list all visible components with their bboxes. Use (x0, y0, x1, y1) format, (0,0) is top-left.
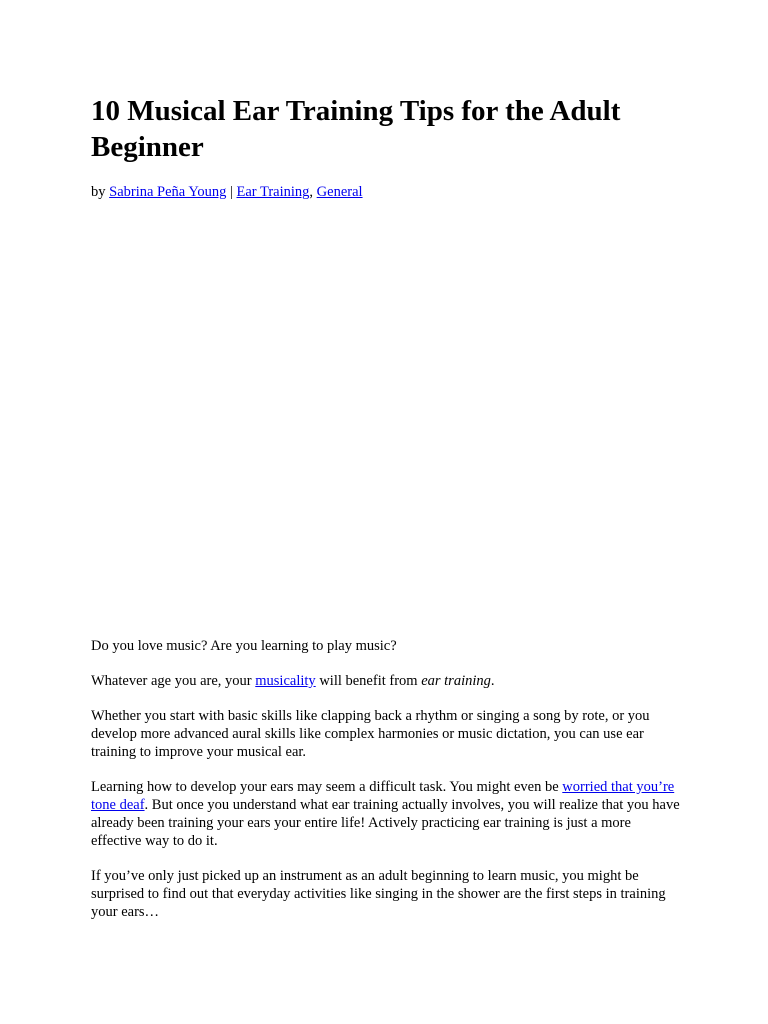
byline (91, 183, 363, 201)
category-link-general[interactable]: General (316, 184, 363, 200)
article-body (91, 637, 681, 938)
paragraph-2-text-b: will benefit from (315, 673, 422, 689)
paragraph-4 (91, 778, 681, 850)
category-separator: , (309, 184, 317, 200)
article-title: 10 Musical Ear Training Tips for the Adult Beginner (91, 95, 621, 163)
paragraph-2 (91, 672, 681, 690)
paragraph-2-text-c: . (490, 673, 495, 689)
category-link-ear-training[interactable]: Ear Training (236, 184, 310, 200)
paragraph-1: Do you love music? Are you learning to play music? (91, 638, 397, 654)
paragraph-5: If you’ve only just picked up an instrument as an adult beginning to learn music, you might be surprised to find out that everyday activities like singing in the shower are the first steps in training your ears… (91, 868, 666, 920)
paragraph-4-text-b: . But once you understand what ear training actually involves, you will realize that you have already been training your ears your entire life! Actively practicing ear training is just a more effective way to do it. (91, 797, 680, 849)
tone-deaf-link[interactable]: worried that you’re tone deaf (91, 779, 675, 813)
ear-training-emphasis: ear training (421, 673, 491, 689)
byline-separator: | (226, 184, 237, 200)
paragraph-3: Whether you start with basic skills like clapping back a rhythm or singing a song by rote, or you develop more advanced aural skills like complex harmonies or music dictation, you can use ear training to improve your musical ear. (91, 708, 650, 760)
byline-prefix: by (91, 184, 110, 200)
paragraph-4-text-a: Learning how to develop your ears may seem a difficult task. You might even be (91, 779, 563, 795)
musicality-link[interactable]: musicality (255, 673, 316, 689)
paragraph-2-text-a: Whatever age you are, your (91, 673, 256, 689)
author-link[interactable]: Sabrina Peña Young (109, 184, 227, 200)
